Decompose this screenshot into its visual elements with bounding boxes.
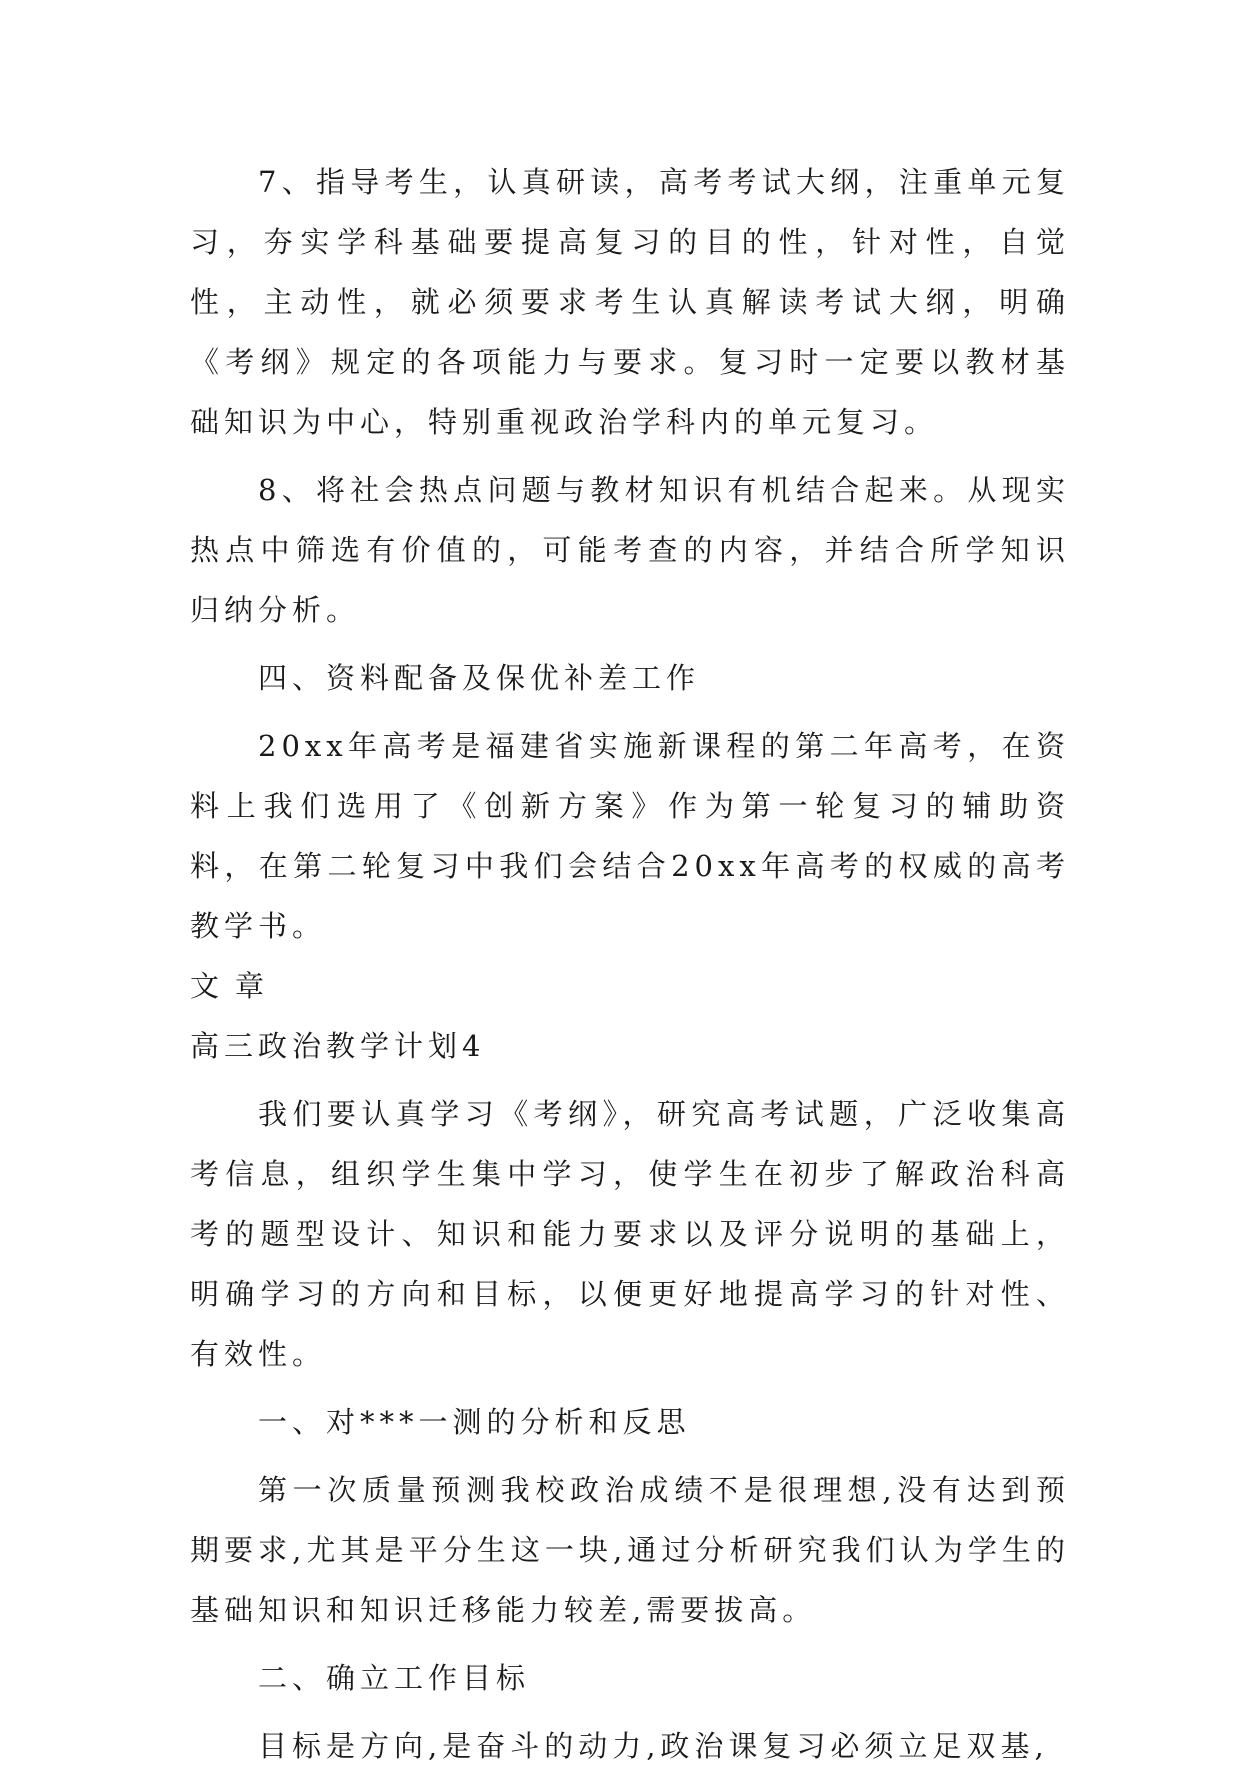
- section-heading-goals: 二、确立工作目标: [258, 1661, 531, 1695]
- paragraph-goals: 目标是方向,是奋斗的动力,政治课复习必须立足双基,: [258, 1729, 1049, 1763]
- section-heading-analysis: 一、对***一测的分析和反思: [258, 1405, 691, 1439]
- paragraph-intro: 我们要认真学习《考纲》，研究高考试题，广泛收集高考信息，组织学生集中学习，使学生在初步了解政治科高考的题型设计、知识和能力要求以及评分说明的基础上，明确学习的方向和目标，以便更好地提高学习的针对性、有效性。: [190, 1097, 1070, 1371]
- paragraph-materials: 20xx年高考是福建省实施新课程的第二年高考，在资料上我们选用了《创新方案》作为第一轮复习的辅助资料，在第二轮复习中我们会结合20xx年高考的权威的高考教学书。: [190, 729, 1070, 943]
- page-title: 高三政治教学计划4: [190, 1029, 486, 1063]
- paragraph-analysis: 第一次质量预测我校政治成绩不是很理想,没有达到预期要求,尤其是平分生这一块,通过分析研究我们认为学生的基础知识和知识迁移能力较差,需要拔高。: [190, 1473, 1070, 1627]
- document-body: [190, 152, 1070, 1776]
- paragraph-hot-issues: 8、将社会热点问题与教材知识有机结合起来。从现实热点中筛选有价值的，可能考查的内容，并结合所学知识归纳分析。: [190, 473, 1070, 627]
- section-heading-materials: 四、资料配备及保优补差工作: [258, 661, 701, 695]
- paragraph-guide-candidates: 7、指导考生，认真研读，高考考试大纲，注重单元复习，夯实学科基础要提高复习的目的性，针对性，自觉性，主动性，就必须要求考生认真解读考试大纲，明确《考纲》规定的各项能力与要求。复习时一定要以教材基础知识为中心，特别重视政治学科内的单元复习。: [190, 165, 1070, 439]
- label-article: 文章: [190, 969, 281, 1003]
